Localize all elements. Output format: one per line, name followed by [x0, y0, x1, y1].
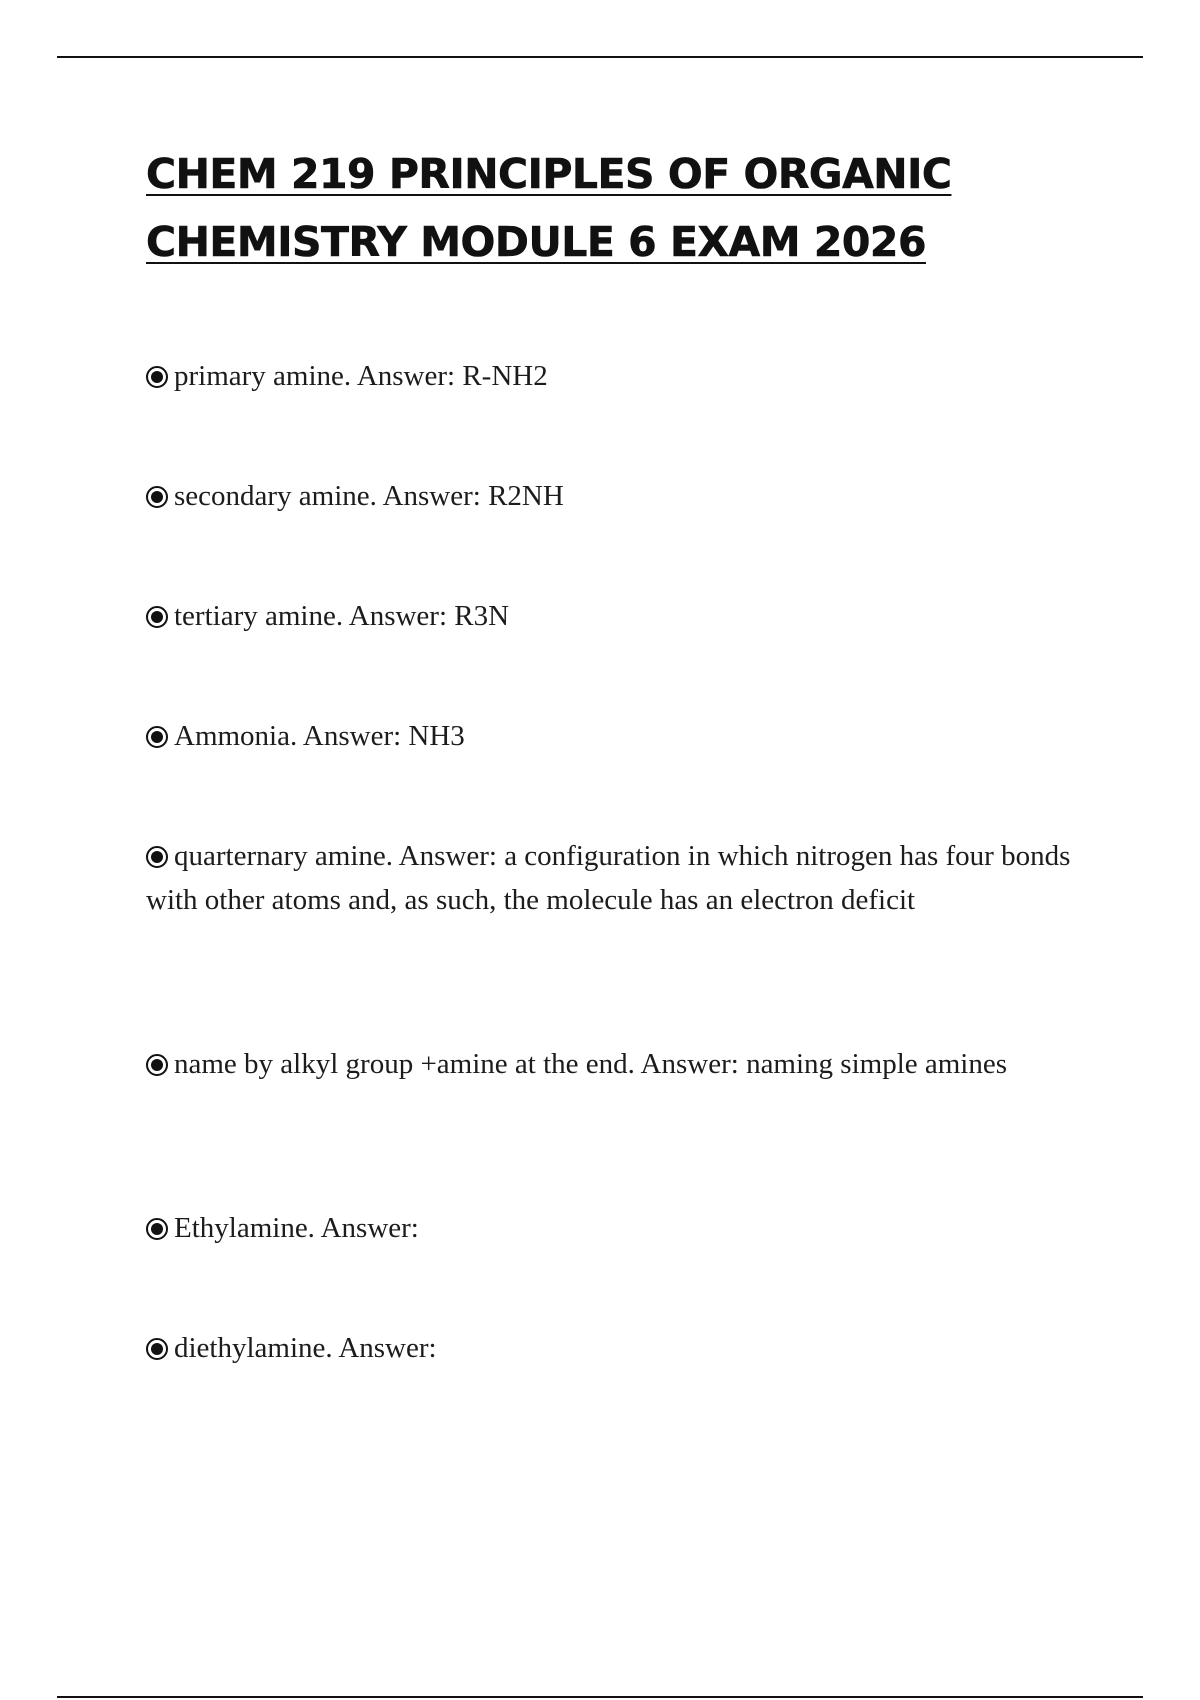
question-text: tertiary amine.	[174, 600, 344, 632]
question-text: quarternary amine.	[174, 840, 394, 872]
qa-item	[146, 834, 1086, 922]
qa-item	[146, 1326, 1086, 1370]
question-text: primary amine.	[174, 360, 352, 392]
title-line-2: CHEMISTRY MODULE 6 EXAM 2026	[146, 218, 926, 266]
qa-item	[146, 594, 1086, 638]
answer-label: Answer:	[348, 600, 448, 632]
document-title	[146, 140, 1046, 276]
qa-item	[146, 1042, 1086, 1086]
answer-text: NH3	[408, 720, 465, 752]
radio-bullet-icon	[146, 846, 168, 868]
qa-item	[146, 354, 1086, 398]
radio-bullet-icon	[146, 486, 168, 508]
answer-text: R3N	[454, 600, 510, 632]
question-text: diethylamine.	[174, 1332, 333, 1364]
radio-bullet-icon	[146, 1054, 168, 1076]
answer-label: Answer:	[320, 1212, 419, 1244]
question-text: secondary amine.	[174, 480, 377, 512]
radio-bullet-icon	[146, 366, 168, 388]
radio-bullet-icon	[146, 1338, 168, 1360]
radio-bullet-icon	[146, 1218, 168, 1240]
answer-label: Answer:	[640, 1048, 739, 1080]
answer-label: Answer:	[398, 840, 497, 872]
answer-text: a configuration in which nitrogen has four bonds with other atoms and, as such, the molecule has an electron deficit	[146, 840, 1071, 916]
question-text: Ethylamine.	[174, 1212, 315, 1244]
answer-text: naming simple amines	[746, 1048, 1008, 1080]
answer-label: Answer:	[338, 1332, 437, 1364]
question-text: name by alkyl group +amine at the end.	[174, 1048, 635, 1080]
radio-bullet-icon	[146, 606, 168, 628]
qa-item	[146, 474, 1086, 518]
title-line-1: CHEM 219 PRINCIPLES OF ORGANIC	[146, 150, 952, 198]
answer-label: Answer:	[356, 360, 456, 392]
top-rule	[57, 56, 1143, 58]
answer-label: Answer:	[382, 480, 481, 512]
answer-text: R-NH2	[462, 360, 548, 392]
qa-item	[146, 1206, 1086, 1250]
bottom-rule	[57, 1696, 1143, 1698]
qa-item	[146, 714, 1086, 758]
radio-bullet-icon	[146, 726, 168, 748]
question-text: Ammonia.	[174, 720, 298, 752]
answer-text: R2NH	[488, 480, 564, 512]
answer-label: Answer:	[302, 720, 402, 752]
